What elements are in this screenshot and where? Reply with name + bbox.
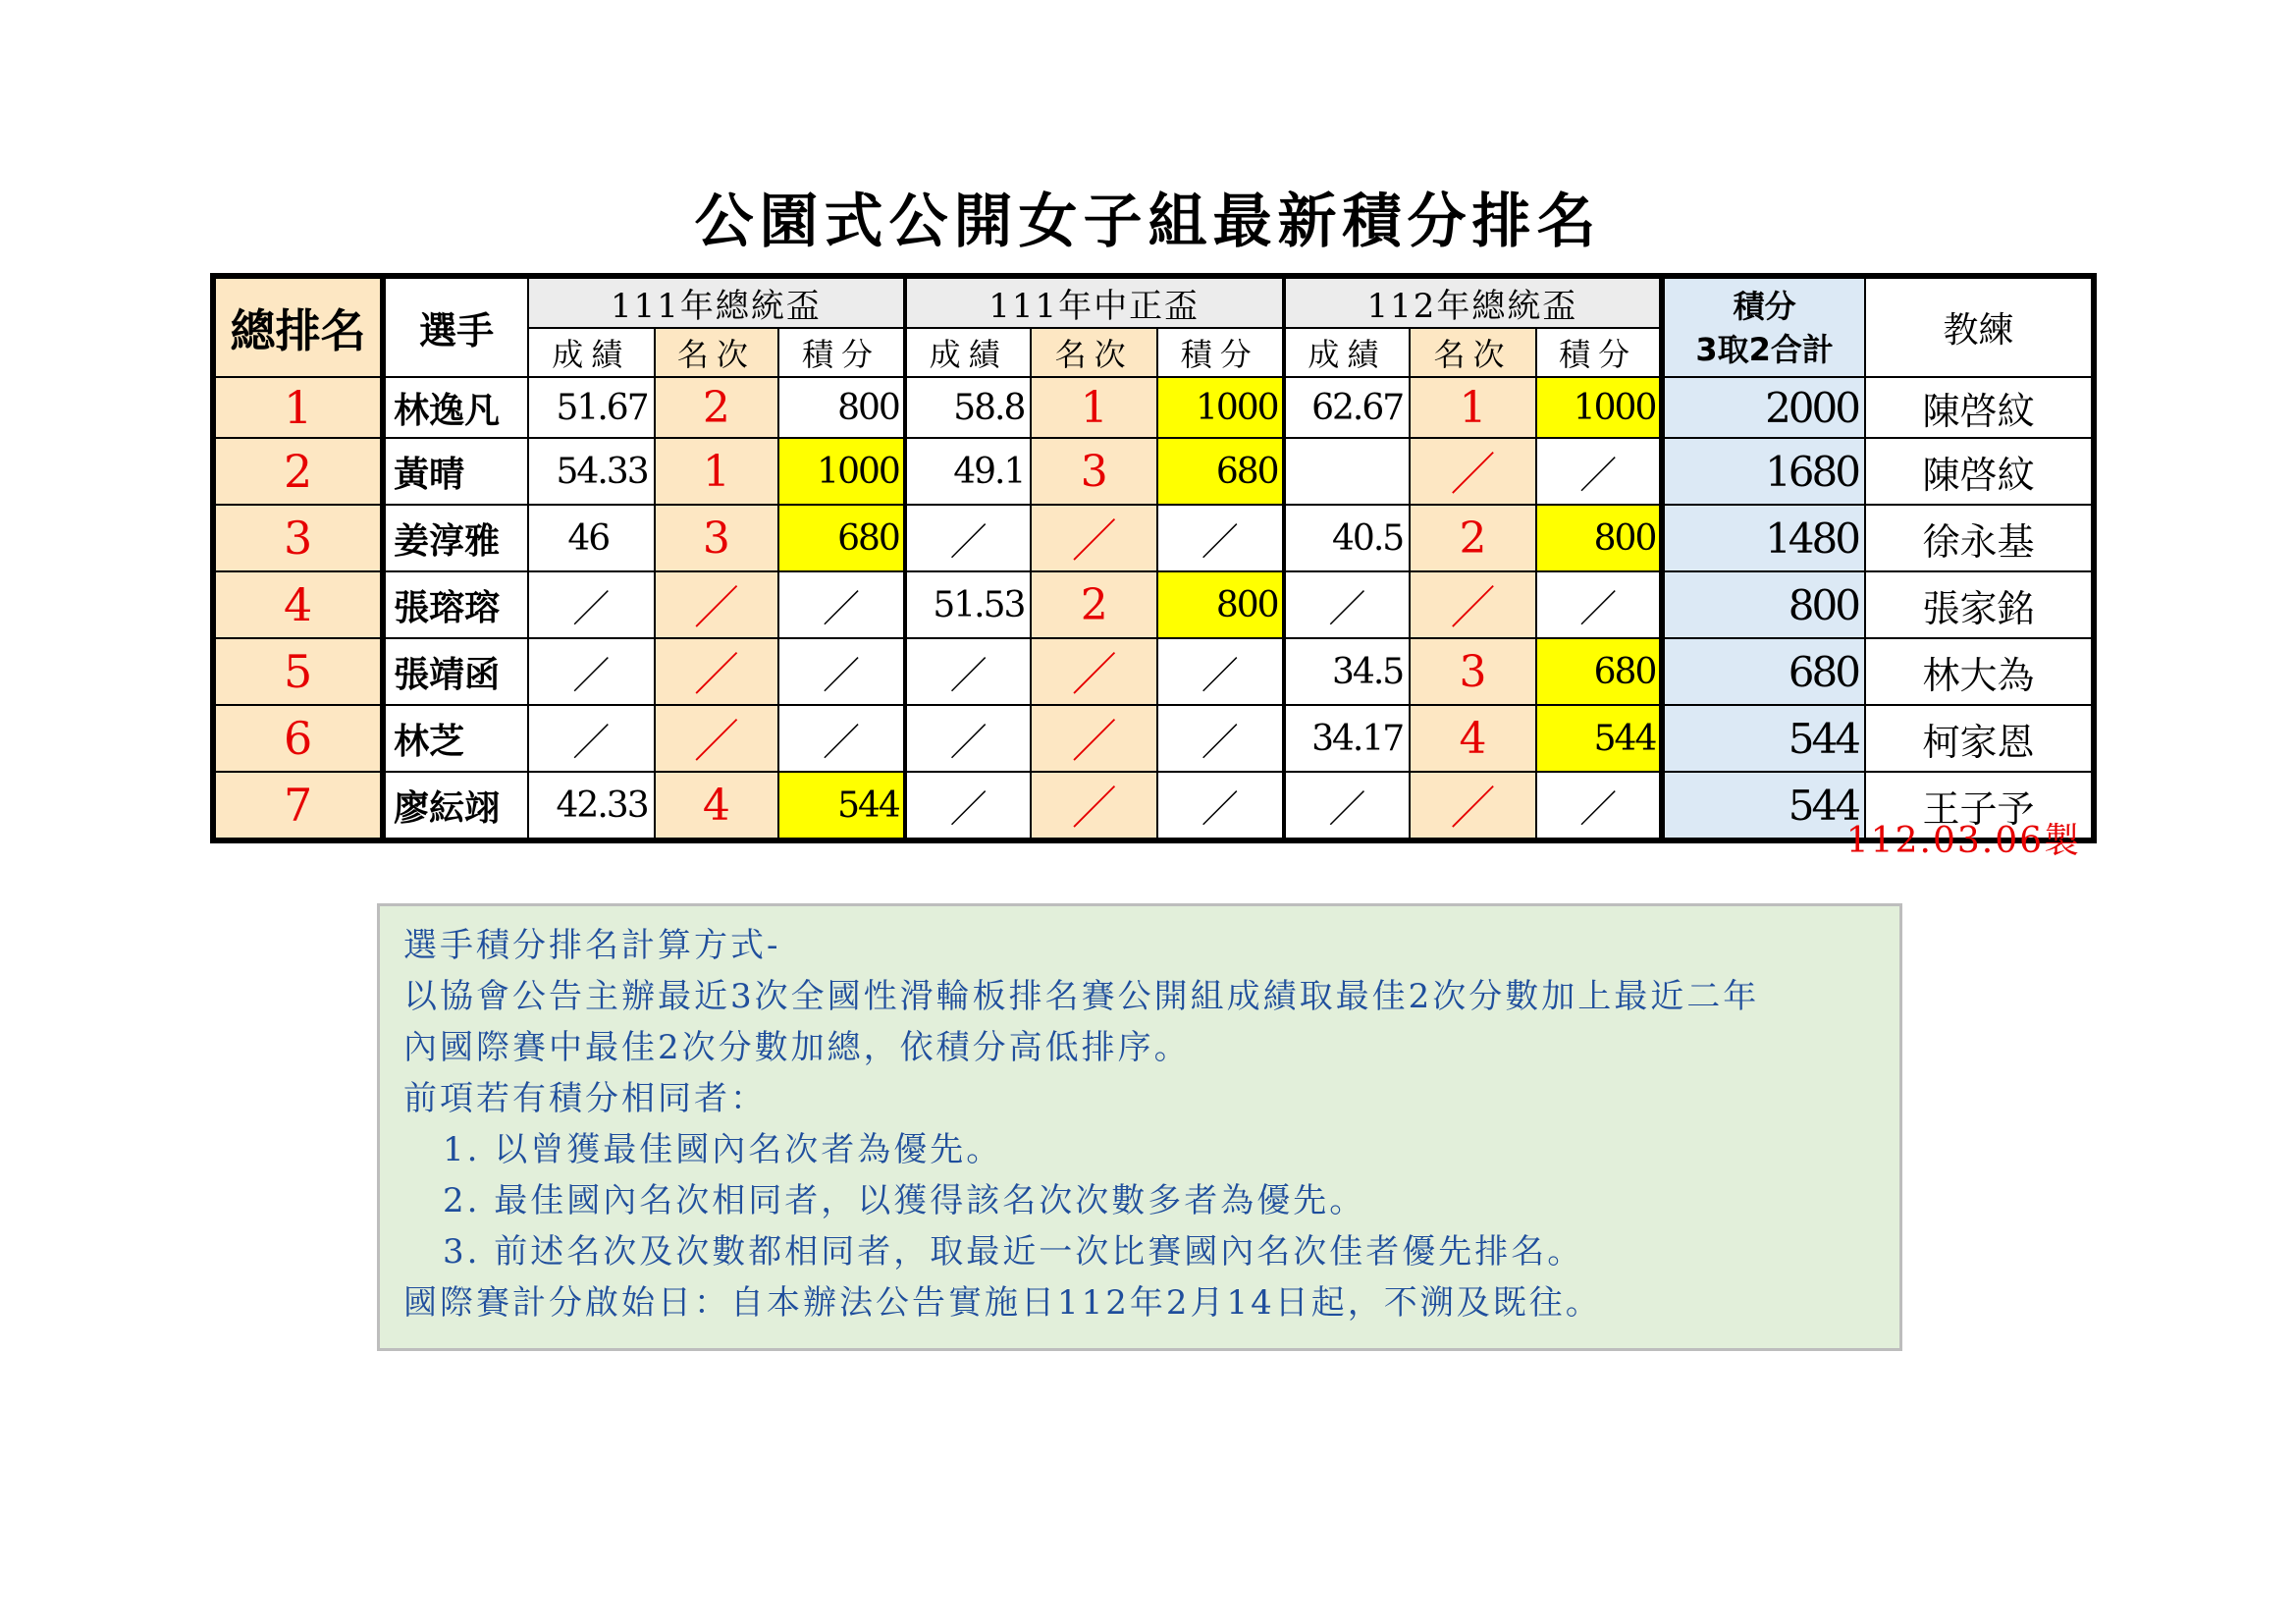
header-competition-1: 111年總統盃 <box>528 276 905 328</box>
score-cell: 62.67 <box>1284 377 1411 438</box>
score-cell <box>1284 438 1411 505</box>
score-cell: 34.5 <box>1284 638 1411 705</box>
total-points: 544 <box>1662 772 1865 840</box>
header-player: 選手 <box>383 276 528 377</box>
empty-slash: ／ <box>528 705 655 772</box>
player-name: 廖紜翊 <box>383 772 528 840</box>
score-cell: 51.53 <box>905 571 1032 638</box>
total-points: 680 <box>1662 638 1865 705</box>
coach-name: 林大為 <box>1865 638 2094 705</box>
empty-slash: ／ <box>655 638 779 705</box>
points-cell: 680 <box>1536 638 1663 705</box>
rank-cell: 7 <box>213 772 383 840</box>
note-line: 前項若有積分相同者： <box>403 1079 767 1118</box>
points-cell: 544 <box>1536 705 1663 772</box>
header-sub-points: 積分 <box>1157 328 1284 377</box>
empty-slash: ／ <box>1031 705 1157 772</box>
empty-slash: ／ <box>528 571 655 638</box>
header-row-1 <box>213 276 2094 328</box>
empty-slash: ／ <box>655 571 779 638</box>
rank-cell: 5 <box>213 638 383 705</box>
place-cell: 1 <box>1410 377 1536 438</box>
coach-name: 張家銘 <box>1865 571 2094 638</box>
player-name: 林逸凡 <box>383 377 528 438</box>
points-cell: 1000 <box>1157 377 1284 438</box>
rules-note <box>377 903 1902 1351</box>
table-row <box>213 638 2094 705</box>
empty-slash: ／ <box>1157 638 1284 705</box>
player-name: 黃晴 <box>383 438 528 505</box>
empty-slash: ／ <box>1157 772 1284 840</box>
empty-slash: ／ <box>1157 505 1284 571</box>
empty-slash: ／ <box>528 638 655 705</box>
score-cell: 49.1 <box>905 438 1032 505</box>
total-points: 1480 <box>1662 505 1865 571</box>
place-cell: 3 <box>1410 638 1536 705</box>
header-competition-3: 112年總統盃 <box>1284 276 1663 328</box>
header-sub-points: 積分 <box>778 328 905 377</box>
score-cell: 40.5 <box>1284 505 1411 571</box>
empty-slash: ／ <box>1031 772 1157 840</box>
empty-slash: ／ <box>905 772 1032 840</box>
note-line: 以協會公告主辦最近3次全國性滑輪板排名賽公開組成績取最佳2次分數加上最近二年 <box>403 977 1760 1016</box>
empty-slash: ／ <box>778 571 905 638</box>
place-cell: 1 <box>1031 377 1157 438</box>
points-cell: 680 <box>1157 438 1284 505</box>
header-sub-place: 名次 <box>1410 328 1536 377</box>
issue-date: 112.03.06製 <box>1845 821 2081 861</box>
ranking-table <box>210 273 2097 843</box>
rank-cell: 4 <box>213 571 383 638</box>
place-cell: 3 <box>655 505 779 571</box>
note-item: 3. 前述名次及次數都相同者，取最近一次比賽國內名次佳者優先排名。 <box>443 1232 1584 1272</box>
points-cell: 680 <box>778 505 905 571</box>
empty-slash: ／ <box>1536 772 1663 840</box>
rank-cell: 6 <box>213 705 383 772</box>
note-item: 1. 以曾獲最佳國內名次者為優先。 <box>443 1130 1003 1169</box>
note-line: 內國際賽中最佳2次分數加總，依積分高低排序。 <box>403 1028 1191 1067</box>
empty-slash: ／ <box>1157 705 1284 772</box>
empty-slash: ／ <box>1410 571 1536 638</box>
place-cell: 4 <box>1410 705 1536 772</box>
empty-slash: ／ <box>778 638 905 705</box>
points-cell: 1000 <box>1536 377 1663 438</box>
score-cell: 51.67 <box>528 377 655 438</box>
page-title: 公園式公開女子組最新積分排名 <box>694 188 1602 256</box>
empty-slash: ／ <box>1536 571 1663 638</box>
header-sub-place: 名次 <box>1031 328 1157 377</box>
header-total-line2: 3取2合計 <box>1695 330 1834 368</box>
note-item: 2. 最佳國內名次相同者，以獲得該名次次數多者為優先。 <box>443 1181 1366 1220</box>
place-cell: 2 <box>1410 505 1536 571</box>
header-sub-score: 成績 <box>905 328 1032 377</box>
header-sub-score: 成績 <box>1284 328 1411 377</box>
header-total-line1: 積分 <box>1733 287 1796 325</box>
table-row <box>213 377 2094 438</box>
table-row <box>213 438 2094 505</box>
place-cell: 4 <box>655 772 779 840</box>
points-cell: 800 <box>778 377 905 438</box>
points-cell: 1000 <box>778 438 905 505</box>
score-cell: 46 <box>528 505 655 571</box>
table-row <box>213 571 2094 638</box>
player-name: 張瑢瑢 <box>383 571 528 638</box>
table-row <box>213 505 2094 571</box>
empty-slash: ／ <box>1031 505 1157 571</box>
empty-slash: ／ <box>1031 638 1157 705</box>
empty-slash: ／ <box>905 638 1032 705</box>
header-sub-place: 名次 <box>655 328 779 377</box>
place-cell: 3 <box>1031 438 1157 505</box>
empty-slash: ／ <box>905 505 1032 571</box>
total-points: 1680 <box>1662 438 1865 505</box>
empty-slash: ／ <box>1536 438 1663 505</box>
table-row <box>213 705 2094 772</box>
place-cell: 1 <box>655 438 779 505</box>
empty-slash: ／ <box>1284 772 1411 840</box>
points-cell: 544 <box>778 772 905 840</box>
total-points: 2000 <box>1662 377 1865 438</box>
place-cell: 2 <box>1031 571 1157 638</box>
header-coach: 教練 <box>1865 276 2094 377</box>
note-line: 國際賽計分啟始日：自本辦法公告實施日112年2月14日起，不溯及既往。 <box>403 1283 1602 1323</box>
empty-slash: ／ <box>1284 571 1411 638</box>
rank-cell: 3 <box>213 505 383 571</box>
player-name: 林芝 <box>383 705 528 772</box>
points-cell: 800 <box>1157 571 1284 638</box>
points-cell: 800 <box>1536 505 1663 571</box>
header-rank: 總排名 <box>213 276 383 377</box>
empty-slash: ／ <box>1410 772 1536 840</box>
empty-slash: ／ <box>778 705 905 772</box>
header-total <box>1662 276 1865 377</box>
coach-name: 徐永基 <box>1865 505 2094 571</box>
coach-name: 陳啓紋 <box>1865 377 2094 438</box>
header-competition-2: 111年中正盃 <box>905 276 1284 328</box>
score-cell: 42.33 <box>528 772 655 840</box>
total-points: 544 <box>1662 705 1865 772</box>
empty-slash: ／ <box>1410 438 1536 505</box>
total-points: 800 <box>1662 571 1865 638</box>
rank-cell: 1 <box>213 377 383 438</box>
rank-cell: 2 <box>213 438 383 505</box>
score-cell: 54.33 <box>528 438 655 505</box>
coach-name: 王子予 <box>1865 772 2094 840</box>
note-line: 選手積分排名計算方式- <box>403 926 781 965</box>
header-sub-score: 成績 <box>528 328 655 377</box>
score-cell: 34.17 <box>1284 705 1411 772</box>
empty-slash: ／ <box>655 705 779 772</box>
header-sub-points: 積分 <box>1536 328 1663 377</box>
empty-slash: ／ <box>905 705 1032 772</box>
player-name: 姜淳雅 <box>383 505 528 571</box>
coach-name: 陳啓紋 <box>1865 438 2094 505</box>
player-name: 張靖函 <box>383 638 528 705</box>
place-cell: 2 <box>655 377 779 438</box>
coach-name: 柯家恩 <box>1865 705 2094 772</box>
score-cell: 58.8 <box>905 377 1032 438</box>
